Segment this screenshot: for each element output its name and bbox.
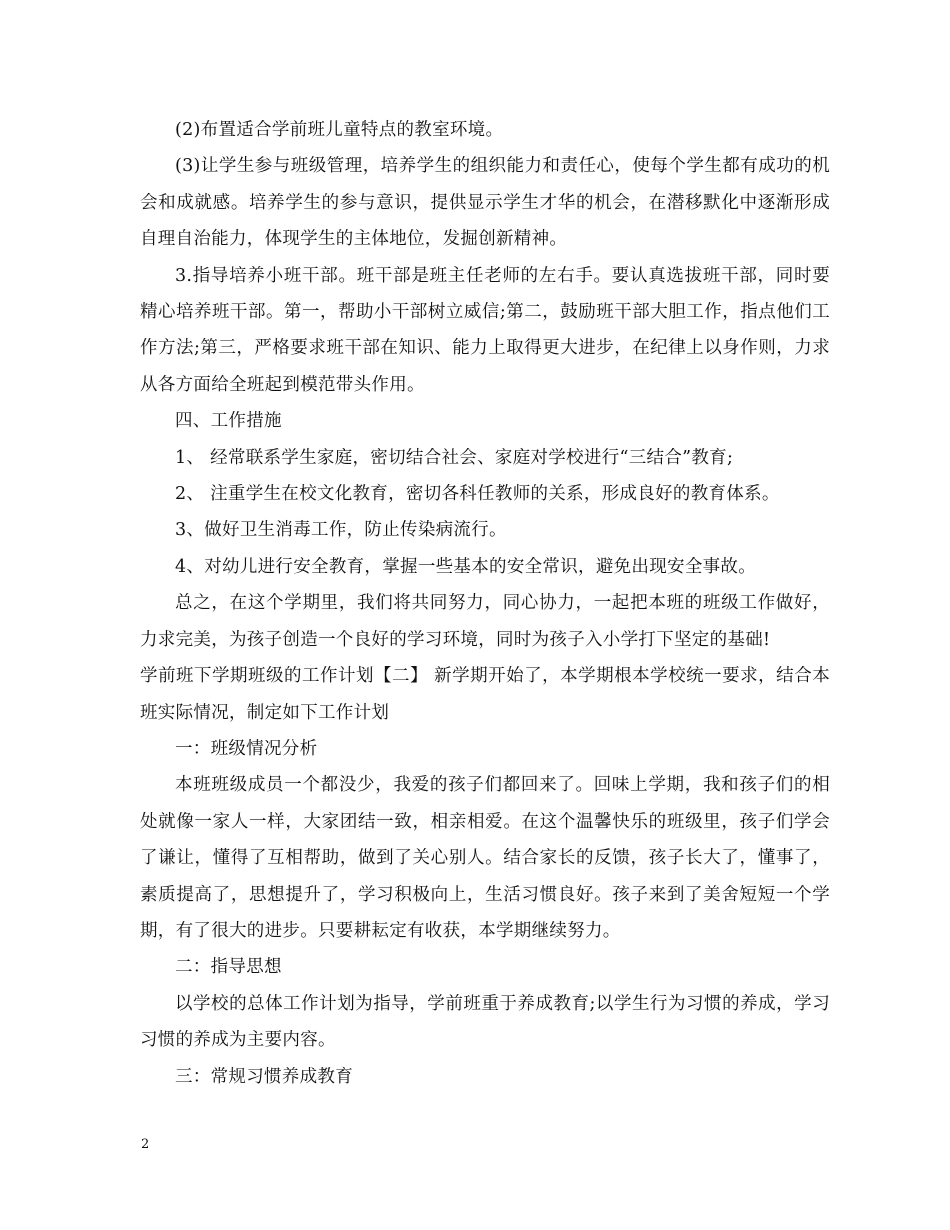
document-body (140, 112, 830, 1095)
list-item-2: 2、 注重学生在校文化教育，密切各科任教师的关系，形成良好的教育体系。 (175, 484, 780, 505)
section-heading-3: 三：常规习惯养成教育 (175, 1066, 353, 1087)
part-two-title-paragraph: 学前班下学期班级的工作计划【二】 新学期开始了，本学期根本学校统一要求，结合本班实际情况，制定如下工作计划 (140, 666, 830, 723)
section-heading-2: 二：指导思想 (175, 957, 282, 978)
page-number: 2 (141, 1137, 150, 1152)
paragraph-summary: 总之，在这个学期里，我们将共同努力，同心协力，一起把本班的班级工作做好，力求完美，为孩子创造一个良好的学习环境，同时为孩子入小学打下坚定的基础! (140, 593, 830, 650)
list-item-3: 3、做好卫生消毒工作，防止传染病流行。 (175, 520, 507, 541)
section-heading-1: 一：班级情况分析 (175, 738, 318, 759)
paragraph-1: (2)布置适合学前班儿童特点的教室环境。 (175, 120, 504, 140)
paragraph-guiding-idea: 以学校的总体工作计划为指导，学前班重于养成教育;以学生行为习惯的养成，学习习惯的养成为主要内容。 (140, 993, 830, 1051)
list-item-1: 1、 经常联系学生家庭，密切结合社会、家庭对学校进行“三结合”教育; (175, 447, 734, 468)
paragraph-class-analysis: 本班班级成员一个都没少，我爱的孩子们都回来了。回味上学期，我和孩子们的相处就像一家人一样，大家团结一致，相亲相爱。在这个温馨快乐的班级里，孩子们学会了谦让，懂得了互相帮助，做到了关心别人。结合家长的反馈，孩子长大了，懂事了，素质提高了，思想提升了，学习积极向上，生活习惯良好。孩子来到了美舍短短一个学期，有了很大的进步。只要耕耘定有收获，本学期继续努力。 (140, 775, 830, 941)
paragraph-2: (3)让学生参与班级管理，培养学生的组织能力和责任心，使每个学生都有成功的机会和成就感。培养学生的参与意识，提供显示学生才华的机会，在潜移默化中逐渐形成自理自治能力，体现学生的主体地位，发掘创新精神。 (140, 156, 830, 250)
paragraph-3: 3.指导培养小班干部。班干部是班主任老师的左右手。要认真选拔班干部，同时要精心培养班干部。第一，帮助小干部树立威信;第二，鼓励班干部大胆工作，指点他们工作方法;第三，严格要求班干部在知识、能力上取得更大进步，在纪律上以身作则，力求从各方面给全班起到模范带头作用。 (140, 265, 830, 395)
list-item-4: 4、对幼儿进行安全教育，掌握一些基本的安全常识，避免出现安全事故。 (175, 556, 757, 577)
section-heading-4: 四、工作措施 (175, 411, 282, 432)
